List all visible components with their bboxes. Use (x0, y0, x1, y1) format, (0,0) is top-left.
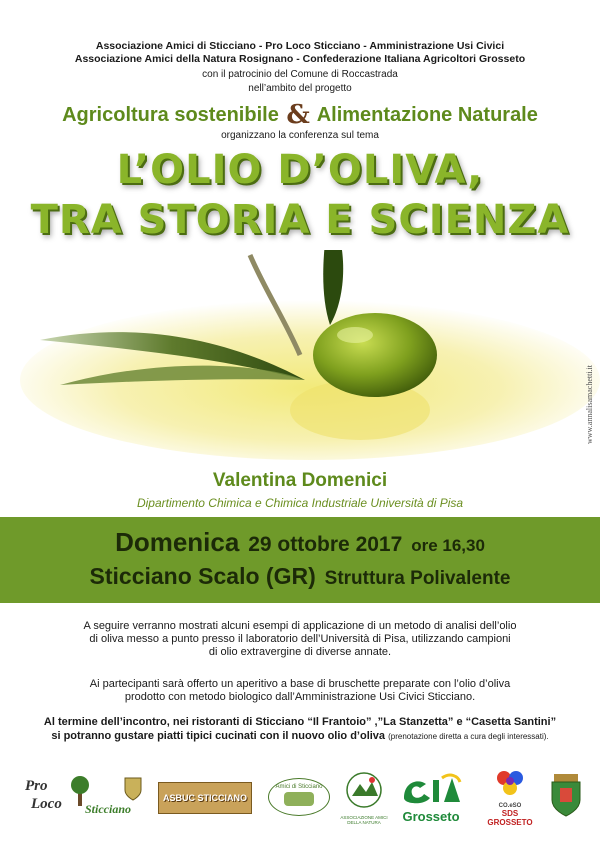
comune-crest-icon (123, 776, 143, 802)
event-venue: Struttura Polivalente (324, 568, 511, 589)
paragraph-aperitivo-line-2: prodotto con metodo biologico dall’Amministrazione Usi Civici Sticciano. (124, 691, 476, 703)
logo-sds-text: SDS GROSSETO (487, 809, 533, 827)
main-title-line-2: TRA STORIA E SCIENZA (30, 197, 570, 243)
logo-proloco-sticciano: Sticciano (85, 802, 132, 816)
logo-natura-text: ASSOCIAZIONE AMICI DELLA NATURA (340, 815, 388, 825)
logo-amici-sticciano (268, 778, 330, 816)
logo-cia-city: Grosseto (402, 809, 460, 824)
cia-emblem-icon (398, 772, 464, 804)
project-title-part2: Alimentazione Naturale (316, 104, 538, 126)
event-date: 29 ottobre 2017 (248, 533, 403, 556)
logo-amici-text: Amici di Sticciano (275, 784, 323, 790)
project-title (0, 100, 600, 130)
event-day: Domenica (115, 527, 240, 557)
logo-sds (480, 768, 540, 828)
patronage-text: con il patrocinio del Comune di Roccastrada (202, 69, 398, 80)
main-title-line-1: L’OLIO D’OLIVA, (116, 147, 484, 193)
roccastrada-crest-icon (548, 772, 584, 818)
booking-note: (prenotazione diretta a cura degli interessati). (388, 732, 549, 741)
olive-highlight (337, 327, 373, 343)
project-intro: nell’ambito del progetto (248, 83, 352, 94)
organizers-line-2: Associazione Amici della Natura Rosignano - Confederazione Italiana Agricoltori Grosseto (74, 53, 526, 65)
organize-text: organizzano la conferenza sul tema (221, 130, 379, 141)
project-title-part1: Agricoltura sostenibile (62, 104, 279, 126)
event-time: ore 16,30 (411, 536, 485, 555)
speaker-name: Valentina Domenici (212, 470, 388, 491)
landscape-icon (284, 792, 314, 806)
sponsor-logos (0, 762, 600, 832)
sds-emblem-icon (492, 768, 528, 798)
paragraph-analysis (0, 620, 600, 659)
paragraph-restaurants (0, 715, 600, 744)
logo-proloco-loco: Loco (31, 796, 62, 812)
paragraph-aperitivo (0, 678, 600, 704)
natura-emblem-icon (340, 770, 388, 810)
olive-oil-photo (0, 250, 600, 470)
event-place-line (0, 563, 600, 590)
paragraph-restaurants-line-1: Al termine dell’incontro, nei ristoranti di Sticciano “Il Frantoio” ,”La Stanzetta” e “Casetta Santini” (43, 716, 557, 728)
ampersand: & (286, 100, 310, 130)
organizers-line-1: Associazione Amici di Sticciano - Pro Loco Sticciano - Amministrazione Usi Civici (95, 40, 505, 52)
photo-credit: www.annalisamachetti.it (585, 365, 594, 445)
event-date-line (0, 527, 600, 558)
olive-fruit (313, 313, 437, 397)
logo-proloco-pro: Pro (25, 778, 48, 794)
speaker-department: Dipartimento Chimica e Chimica Industriale Università di Pisa (136, 496, 464, 510)
logo-sds-top: CO.eSO (498, 803, 522, 809)
event-place: Sticciano Scalo (GR) (89, 563, 316, 589)
paragraph-analysis-line-1: A seguire verranno mostrati alcuni esempi di applicazione di un metodo di analisi dell’olio (83, 620, 517, 632)
logo-asbuc-text: ASBUC STICCIANO (162, 793, 247, 803)
paragraph-restaurants-line-2: si potranno gustare piatti tipici cucinati con il nuovo olio d’oliva (51, 730, 386, 742)
paragraph-analysis-line-3: di olio extravergine di diverse annate. (208, 646, 392, 658)
logo-cia (398, 772, 464, 824)
logo-amici-natura (340, 770, 388, 825)
paragraph-analysis-line-2: di oliva messo a punto presso il laboratorio dell’Università di Pisa, utilizzando campioni (89, 633, 511, 645)
paragraph-aperitivo-line-1: Ai partecipanti sarà offerto un aperitivo a base di bruschette preparate con l’olio d’oliva (89, 678, 511, 690)
organizers (0, 40, 600, 66)
logo-asbuc (158, 782, 252, 814)
